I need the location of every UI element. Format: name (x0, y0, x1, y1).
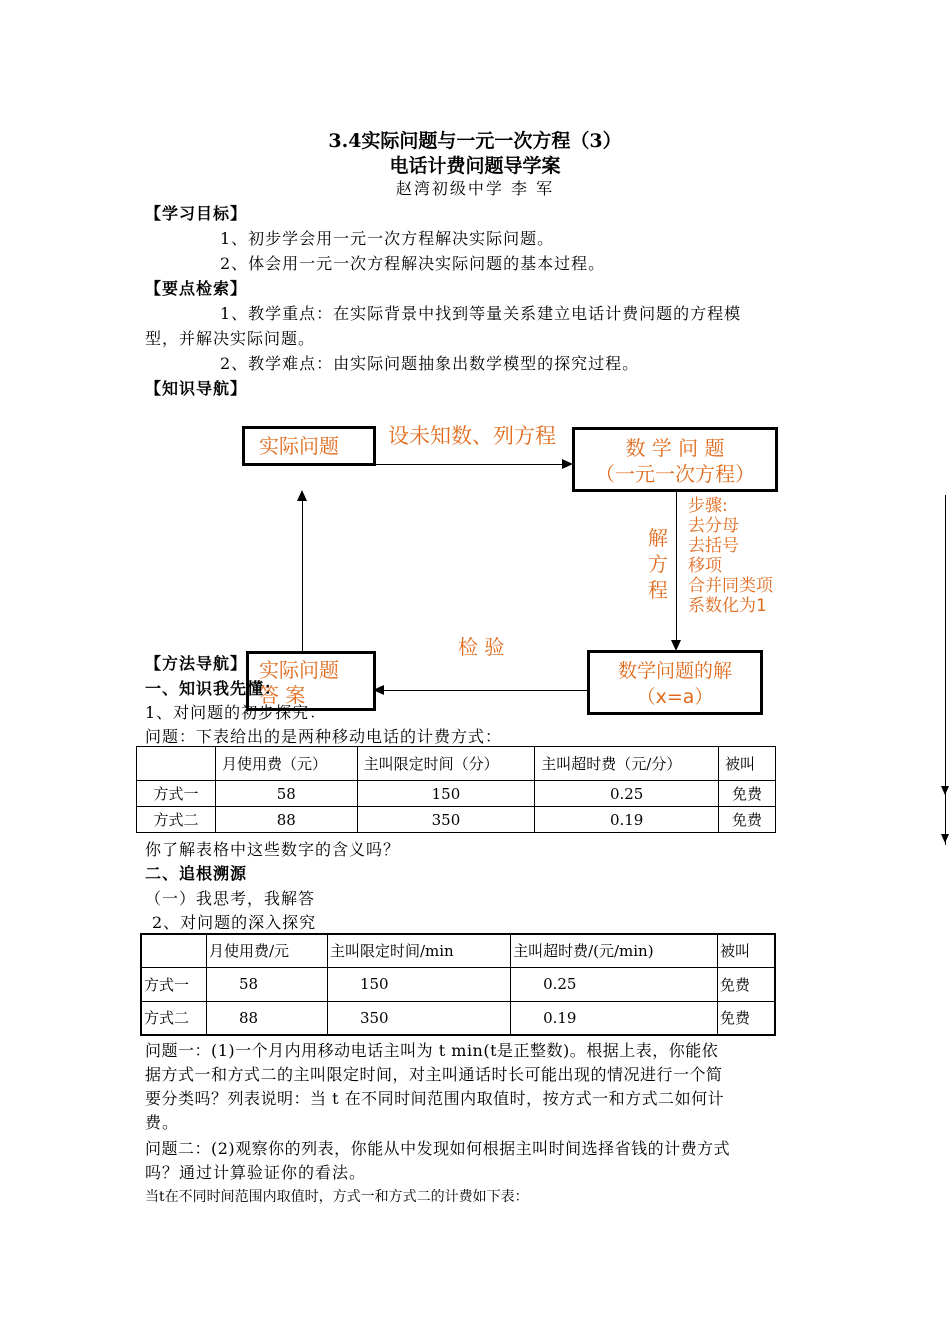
sub-heading-1: （一）我思考，我解答 (145, 889, 316, 908)
part1-heading: 一、知识我先懂： (145, 679, 282, 698)
after-table-question: 你了解表格中这些数字的含义吗？ (145, 840, 401, 859)
solve-char-1: 解 (648, 526, 668, 550)
question-1-line3: 要分类吗？列表说明：当 t 在不同时间范围内取值时，按方式一和方式二如何计 (145, 1089, 725, 1108)
solve-char-3: 程 (648, 578, 668, 602)
box-math-problem-line1: 数 学 问 题 (625, 436, 725, 460)
key-point-1-line2: 型，并解决实际问题。 (145, 329, 316, 348)
arrow-bottom-line (383, 690, 587, 691)
table-cell: 免费 (718, 1001, 776, 1035)
billing-table-2 (140, 933, 776, 1036)
knowledge-heading: 【知识导航】 (145, 379, 248, 398)
table-row (137, 781, 776, 807)
table-cell: 方式二 (137, 807, 216, 833)
step-item: 去分母 (688, 516, 739, 536)
table-cell: 150 (357, 781, 535, 807)
item-2: 2、对问题的深入探究 (152, 913, 317, 932)
question-1-line1: 问题一：(1)一个月内用移动电话主叫为 t min(t是正整数)。根据上表，你能依 (145, 1041, 719, 1060)
page-title: 3.4实际问题与一元一次方程（3） (328, 130, 622, 152)
question-1-line2: 据方式一和方式二的主叫限定时间，对主叫通话时长可能出现的情况进行一个简 (145, 1065, 723, 1084)
table-cell: 88 (207, 1001, 328, 1035)
table-cell: 方式一 (141, 967, 207, 1001)
table-row (141, 967, 775, 1001)
table-cell: 0.25 (511, 967, 718, 1001)
box-math-solution-line2: （x=a） (636, 686, 714, 708)
item-1: 1、对问题的初步探究： (145, 703, 327, 722)
keypoints-heading: 【要点检索】 (145, 279, 248, 298)
table-cell: 88 (216, 807, 358, 833)
table-cell: 350 (357, 807, 535, 833)
table-cell: 0.25 (535, 781, 719, 807)
step-item: 合并同类项 (688, 576, 773, 596)
table-header-cell: 主叫限定时间/min (327, 934, 510, 967)
table-row (141, 1001, 775, 1035)
table-header-cell: 被叫 (719, 747, 776, 781)
table-header-cell (137, 747, 216, 781)
table-cell: 0.19 (535, 807, 719, 833)
arrow-label-equation: 设未知数、列方程 (388, 424, 556, 448)
author-line: 赵湾初级中学 李 军 (395, 179, 555, 198)
table-row (137, 807, 776, 833)
table-header-cell: 主叫限定时间（分） (357, 747, 535, 781)
question-1-line4: 费。 (145, 1113, 180, 1132)
arrow-right-line (676, 492, 677, 642)
goals-heading: 【学习目标】 (145, 204, 248, 223)
table-cell: 方式二 (141, 1001, 207, 1035)
box-real-problem-text: 实际问题 (259, 434, 339, 458)
box-real-problem (242, 426, 376, 466)
goal-1: 1、初步学会用一元一次方程解决实际问题。 (220, 229, 555, 248)
box-math-problem (572, 427, 778, 492)
table-header-cell: 月使用费/元 (207, 934, 328, 967)
check-label: 检 验 (458, 635, 505, 659)
steps-title: 步骤: (688, 496, 728, 516)
table-header-cell: 主叫超时费（元/分） (535, 747, 719, 781)
key-point-2: 2、教学难点：由实际问题抽象出数学模型的探究过程。 (220, 354, 640, 373)
question-2-line2: 吗？通过计算验证你的看法。 (145, 1163, 367, 1182)
box-math-solution-line1: 数学问题的解 (617, 660, 732, 682)
step-item: 去括号 (688, 536, 739, 556)
table-cell: 免费 (718, 967, 776, 1001)
key-point-1-line1: 1、教学重点：在实际背景中找到等量关系建立电话计费问题的方程模 (220, 304, 742, 323)
method-heading: 【方法导航】 (145, 654, 248, 673)
table-cell: 350 (327, 1001, 510, 1035)
arrow-left-head (297, 490, 307, 501)
solve-char-2: 方 (648, 552, 668, 576)
table-cell: 0.19 (511, 1001, 718, 1035)
table-cell: 方式一 (137, 781, 216, 807)
table-cell: 58 (216, 781, 358, 807)
question-intro: 问题：下表给出的是两种移动电话的计费方式： (145, 727, 503, 746)
edge-arrow-head (941, 786, 949, 795)
solve-equation-label (648, 525, 668, 603)
solve-steps (688, 496, 773, 616)
table-cell: 免费 (719, 781, 776, 807)
table-header-cell: 主叫超时费/(元/min) (511, 934, 718, 967)
page-subtitle: 电话计费问题导学案 (389, 155, 561, 177)
box-real-answer-line2: 答 案 (259, 683, 306, 707)
part2-heading: 二、追根溯源 (145, 864, 248, 883)
goal-2: 2、体会用一元一次方程解决实际问题的基本过程。 (220, 254, 606, 273)
table-cell: 免费 (719, 807, 776, 833)
final-statement: 当t在不同时间范围内取值时，方式一和方式二的计费如下表： (145, 1189, 529, 1205)
table-cell: 150 (327, 967, 510, 1001)
table-header-cell (141, 934, 207, 967)
table-header-cell: 被叫 (718, 934, 776, 967)
table-header-row (141, 934, 775, 967)
step-item: 系数化为1 (688, 596, 767, 616)
table-header-row (137, 747, 776, 781)
arrow-top-line (376, 464, 566, 465)
box-math-solution (587, 650, 763, 715)
edge-arrow-head (941, 834, 949, 843)
billing-table-1 (136, 746, 776, 833)
step-item: 移项 (688, 556, 722, 576)
arrow-left-line (302, 500, 303, 652)
box-real-answer-line1: 实际问题 (259, 658, 339, 682)
table-cell: 58 (207, 967, 328, 1001)
table-header-cell: 月使用费（元） (216, 747, 358, 781)
question-2-line1: 问题二：(2)观察你的列表，你能从中发现如何根据主叫时间选择省钱的计费方式 (145, 1139, 731, 1158)
box-math-problem-line2: （一元一次方程） (595, 462, 755, 486)
